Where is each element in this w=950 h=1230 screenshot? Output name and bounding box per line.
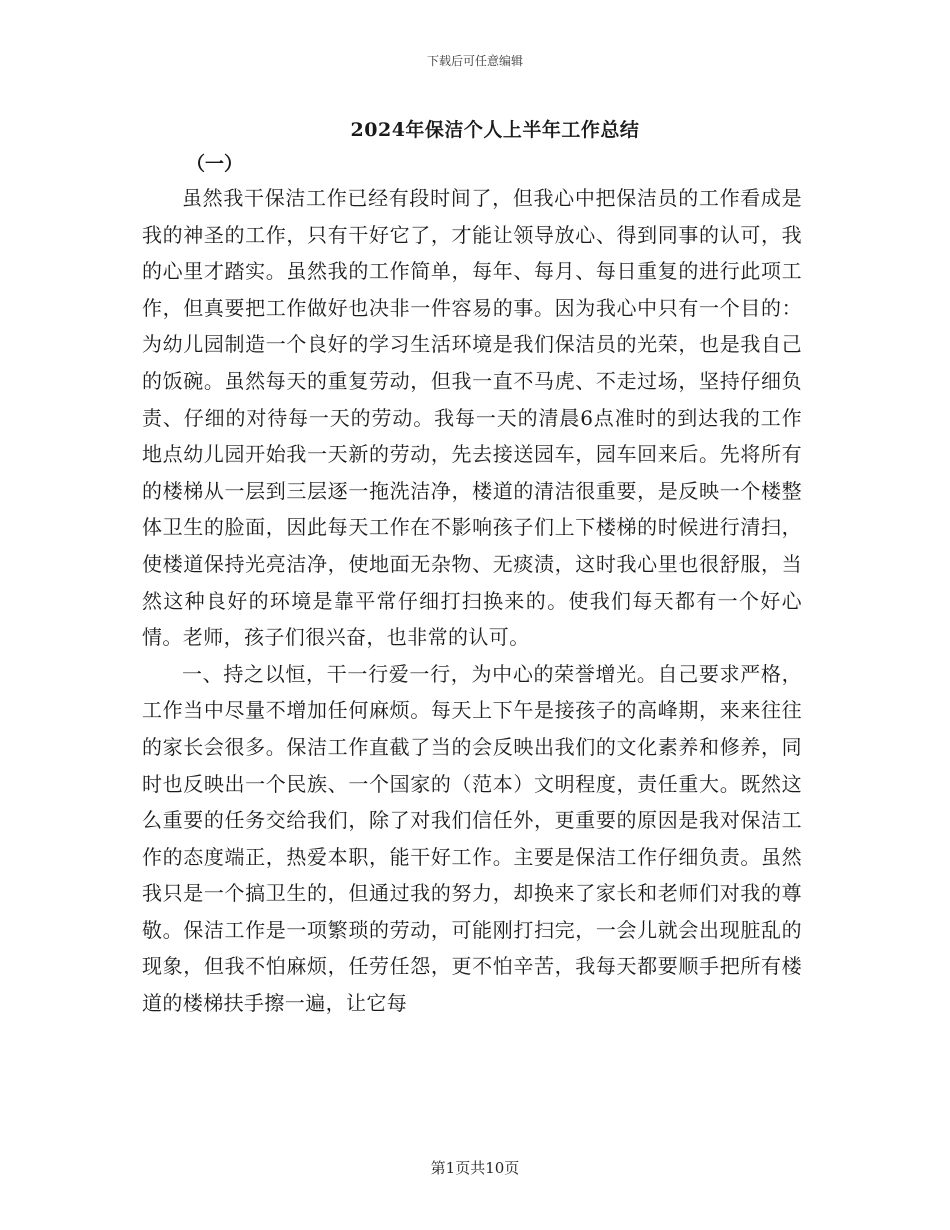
header-note: 下载后可任意编辑 (426, 54, 523, 68)
section-heading: （一） (186, 153, 244, 175)
document-title: 2024年保洁个人上半年工作总结 (350, 119, 640, 141)
page-number-footer: 第1页共10页 (430, 1159, 520, 1177)
paragraph-2: 一、持之以恒，干一行爱一行，为中心的荣誉增光。自己要求严格，工作当中尽量不增加任何麻烦。每天上下午是接孩子的高峰期，来来往往的家长会很多。保洁工作直截了当的会反映出我们的文化素养和修养，同时也反映出一个民族、一个国家的（范本）文明程度，责任重大。既然这么重要的任务交给我们，除了对我们信任外，更重要的原因是我对保洁工作的态度端正，热爱本职，能干好工作。主要是保洁工作仔细负责。虽然我只是一个搞卫生的，但通过我的努力，却换来了家长和老师们对我的尊敬。保洁工作是一项繁琐的劳动，可能刚打扫完，一会儿就会出现脏乱的现象，但我不怕麻烦，任劳任怨，更不怕辛苦，我每天都要顺手把所有楼道的楼梯扶手擦一遍，让它每 (142, 661, 802, 1016)
document-body (142, 180, 802, 1022)
paragraph-1: 虽然我干保洁工作已经有段时间了，但我心中把保洁员的工作看成是我的神圣的工作，只有干好它了，才能让领导放心、得到同事的认可，我的心里才踏实。虽然我的工作简单，每年、每月、每日重复的进行此项工作，但真要把工作做好也决非一件容易的事。因为我心中只有一个目的：为幼儿园制造一个良好的学习生活环境是我们保洁员的光荣，也是我自己的饭碗。虽然每天的重复劳动，但我一直不马虎、不走过场，坚持仔细负责、仔细的对待每一天的劳动。我每一天的清晨6点准时的到达我的工作地点幼儿园开始我一天新的劳动，先去接送园车，园车回来后。先将所有的楼梯从一层到三层逐一拖洗洁净，楼道的清洁很重要，是反映一个楼整体卫生的脸面，因此每天工作在不影响孩子们上下楼梯的时候进行清扫，使楼道保持光亮洁净，使地面无杂物、无痰渍，这时我心里也很舒服，当然这种良好的环境是靠平常仔细打扫换来的。使我们每天都有一个好心情。老师，孩子们很兴奋，也非常的认可。 (142, 186, 802, 650)
